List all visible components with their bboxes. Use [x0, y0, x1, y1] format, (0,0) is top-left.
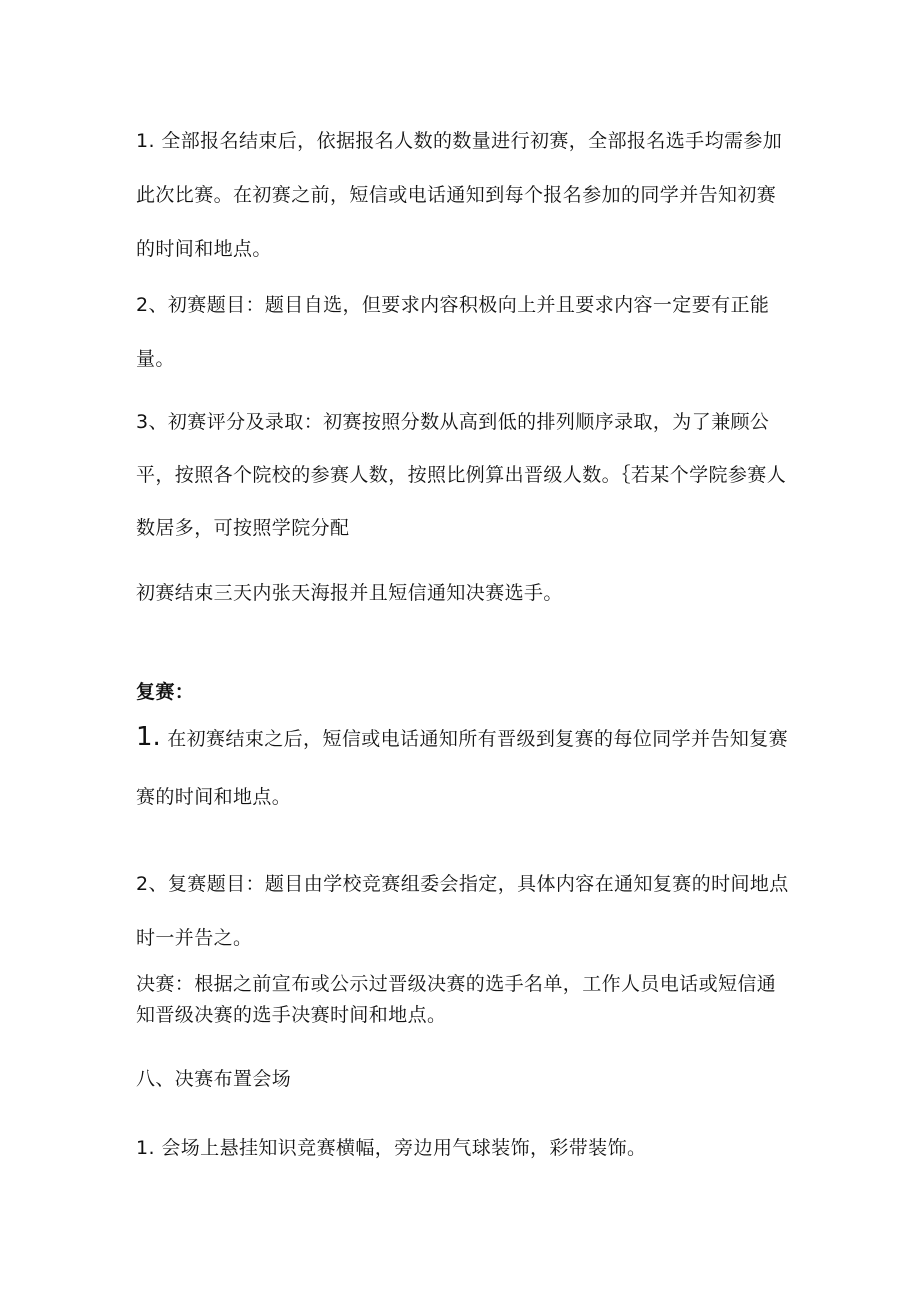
paragraph-preliminary-notice: 初赛结束三天内张天海报并且短信通知决赛选手。: [136, 582, 563, 604]
paragraph-preliminary-registration: 1. 全部报名结束后，依据报名人数的数量进行初赛，全部报名选手均需参加此次比赛。在初赛之前，短信或电话通知到每个报名参加的同学并告知初赛的时间和地点。: [136, 130, 783, 260]
heading-semifinal: 复赛：: [136, 681, 195, 703]
heading-final-venue: 八、决赛布置会场: [136, 1068, 292, 1090]
paragraph-venue-decoration: 1. 会场上悬挂知识竞赛横幅，旁边用气球装饰，彩带装饰。: [136, 1137, 647, 1159]
paragraph-preliminary-scoring: 3、初赛评分及录取：初赛按照分数从高到低的排列顺序录取，为了兼顾公平，按照各个院校的参赛人数，按照比例算出晋级人数。｛若某个学院参赛人数居多，可按照学院分配: [136, 411, 787, 539]
paragraph-semifinal-topic: 2、复赛题目：题目由学校竞赛组委会指定，具体内容在通知复赛的时间地点时一并告之。: [136, 873, 789, 949]
paragraph-semifinal-notice: [136, 708, 790, 826]
paragraph-preliminary-topic: 2、初赛题目：题目自选，但要求内容积极向上并且要求内容一定要有正能量。: [136, 294, 770, 370]
paragraph-final-notice: 决赛：根据之前宣布或公示过晋级决赛的选手名单，工作人员电话或短信通知晋级决赛的选手决赛时间和地点。: [136, 973, 777, 1026]
paragraph-semifinal-notice-text: 在初赛结束之后，短信或电话通知所有晋级到复赛的每位同学并告知复赛赛的时间和地点。: [136, 728, 789, 808]
list-number: 1.: [136, 722, 161, 752]
